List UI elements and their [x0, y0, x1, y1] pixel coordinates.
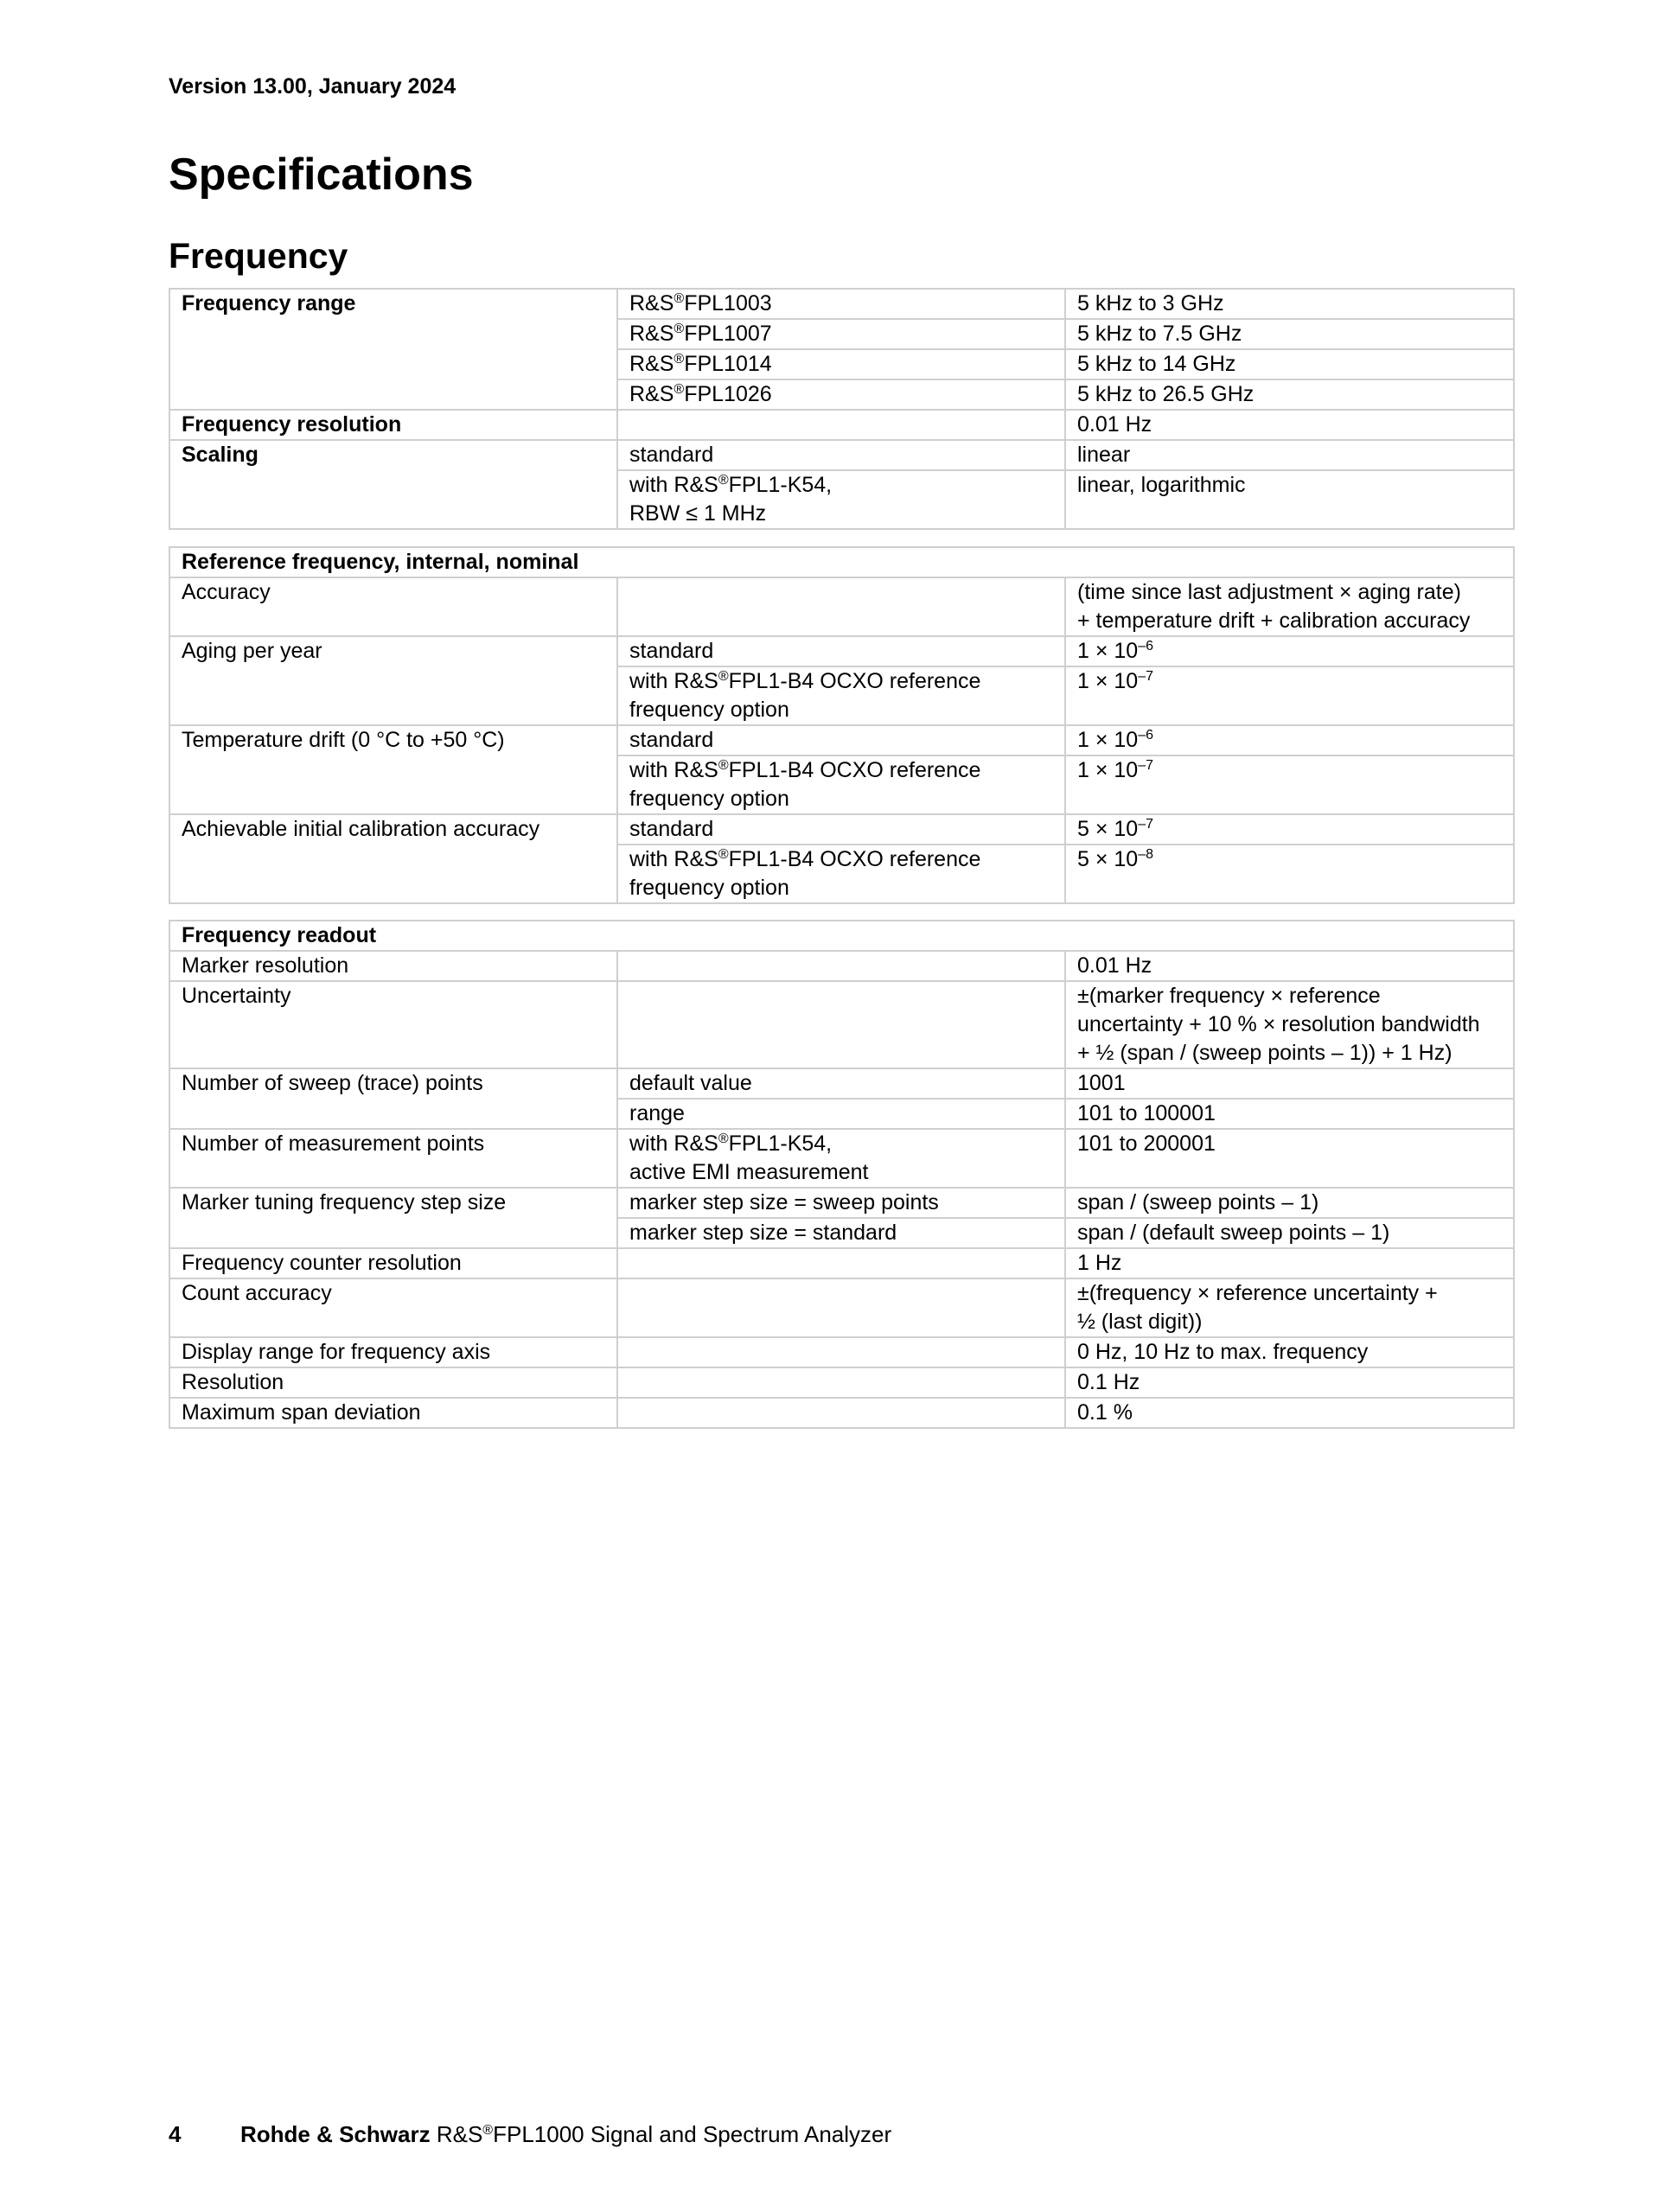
table-row [169, 814, 1514, 845]
table-row [169, 577, 1514, 636]
table-header-row [169, 547, 1514, 577]
registered-mark: ® [718, 847, 729, 862]
condition-cell: marker step size = standard [617, 1218, 1065, 1248]
condition-cell [617, 1337, 1065, 1367]
frequency-readout-table [169, 920, 1515, 1429]
value-cell: 0.1 Hz [1065, 1367, 1514, 1398]
param-label: Aging per year [169, 636, 617, 666]
model-name: FPL1003 [684, 291, 772, 316]
param-label: Achievable initial calibration accuracy [169, 814, 617, 845]
rs-text: R&S [629, 322, 674, 346]
table-row [169, 1248, 1514, 1278]
param-label: Display range for frequency axis [169, 1337, 617, 1367]
table-row [169, 725, 1514, 755]
condition-cell: range [617, 1099, 1065, 1129]
table-row [169, 470, 1514, 529]
page-number: 4 [169, 2121, 182, 2147]
page-title: Specifications [169, 150, 474, 200]
param-label: Marker tuning frequency step size [169, 1188, 617, 1218]
table-row [169, 289, 1514, 319]
table-title: Frequency readout [169, 921, 1514, 951]
value-cell: linear [1065, 440, 1514, 470]
value-cell: linear, logarithmic [1065, 470, 1514, 529]
param-label: Marker resolution [169, 951, 617, 981]
registered-mark: ® [674, 322, 685, 336]
condition-cell: with R&S®FPL1-B4 OCXO reference frequency option [617, 845, 1065, 903]
value-cell: $5 \times 10^{-8}$ [1065, 845, 1514, 903]
section-title: Frequency [169, 236, 348, 276]
value-cell: $1 \times 10^{-7}$ [1065, 755, 1514, 814]
condition-cell [617, 1248, 1065, 1278]
param-label: Number of sweep (trace) points [169, 1068, 617, 1099]
registered-mark: ® [674, 352, 685, 367]
table-row [169, 981, 1514, 1068]
reference-frequency-table [169, 546, 1515, 904]
registered-mark: ® [718, 1131, 729, 1146]
condition-cell [617, 349, 1065, 379]
frequency-table [169, 288, 1515, 530]
condition-cell: standard [617, 814, 1065, 845]
condition-cell [617, 319, 1065, 349]
page-footer [169, 2121, 891, 2148]
value-cell: (time since last adjustment × aging rate) + temperature drift + calibration accuracy [1065, 577, 1514, 636]
table-header-row [169, 921, 1514, 951]
value-cell: $5 \times 10^{-7}$ [1065, 814, 1514, 845]
param-label: Accuracy [169, 577, 617, 636]
footer-product-name: FPL1000 Signal and Spectrum Analyzer [493, 2121, 892, 2147]
param-label: Frequency counter resolution [169, 1248, 617, 1278]
condition-cell [617, 410, 1065, 440]
value-cell: 5 kHz to 26.5 GHz [1065, 379, 1514, 410]
table-row [169, 1398, 1514, 1428]
table-row [169, 666, 1514, 725]
model-name: FPL1007 [684, 322, 772, 346]
registered-mark: ® [718, 758, 729, 773]
param-label: Count accuracy [169, 1278, 617, 1337]
value-cell: 1 Hz [1065, 1248, 1514, 1278]
condition-cell [617, 951, 1065, 981]
model-name: FPL1026 [684, 382, 772, 406]
registered-mark: ® [482, 2123, 494, 2138]
value-cell: span / (default sweep points – 1) [1065, 1218, 1514, 1248]
table-row [169, 410, 1514, 440]
param-label: Frequency range [169, 289, 617, 319]
value-cell: 1001 [1065, 1068, 1514, 1099]
value-cell: 0.1 % [1065, 1398, 1514, 1428]
value-cell: ±(frequency × reference uncertainty + ½ (last digit)) [1065, 1278, 1514, 1337]
condition-cell: with R&S®FPL1-K54, RBW ≤ 1 MHz [617, 470, 1065, 529]
param-label: Scaling [169, 440, 617, 470]
value-cell: 0 Hz, 10 Hz to max. frequency [1065, 1337, 1514, 1367]
document-version: Version 13.00, January 2024 [169, 74, 456, 99]
condition-cell: standard [617, 725, 1065, 755]
table-row [169, 379, 1514, 410]
condition-cell: standard [617, 636, 1065, 666]
table-row [169, 349, 1514, 379]
table-row [169, 1129, 1514, 1188]
value-cell: $1 \times 10^{-6}$ [1065, 636, 1514, 666]
table-title: Reference frequency, internal, nominal [169, 547, 1514, 577]
value-cell: ±(marker frequency × reference uncertainty + 10 % × resolution bandwidth + ½ (span / (sweep points – 1)) + 1 Hz) [1065, 981, 1514, 1068]
condition-cell: default value [617, 1068, 1065, 1099]
registered-mark: ® [674, 382, 685, 397]
value-cell: span / (sweep points – 1) [1065, 1188, 1514, 1218]
condition-cell [617, 289, 1065, 319]
value-cell: 5 kHz to 3 GHz [1065, 289, 1514, 319]
condition-cell: with R&S®FPL1-B4 OCXO reference frequency option [617, 666, 1065, 725]
condition-cell: with R&S®FPL1-K54, active EMI measurement [617, 1129, 1065, 1188]
table-row [169, 636, 1514, 666]
param-label: Uncertainty [169, 981, 617, 1068]
table-row [169, 1099, 1514, 1129]
table-row [169, 951, 1514, 981]
value-cell: 101 to 100001 [1065, 1099, 1514, 1129]
registered-mark: ® [674, 291, 685, 306]
table-row [169, 1188, 1514, 1218]
model-name: FPL1014 [684, 352, 772, 376]
table-row [169, 1218, 1514, 1248]
registered-mark: ® [718, 473, 729, 488]
value-cell: 0.01 Hz [1065, 951, 1514, 981]
registered-mark: ® [718, 669, 729, 684]
table-row [169, 440, 1514, 470]
footer-brand: Rohde & Schwarz [240, 2121, 431, 2147]
rs-text: R&S [629, 352, 674, 376]
table-row [169, 845, 1514, 903]
value-cell: 5 kHz to 14 GHz [1065, 349, 1514, 379]
param-label: Number of measurement points [169, 1129, 617, 1188]
table-row [169, 1337, 1514, 1367]
param-label: Resolution [169, 1367, 617, 1398]
condition-cell [617, 981, 1065, 1068]
value-cell: 0.01 Hz [1065, 410, 1514, 440]
rs-text: R&S [629, 291, 674, 316]
condition-cell [617, 1367, 1065, 1398]
table-row [169, 1367, 1514, 1398]
condition-cell [617, 1398, 1065, 1428]
condition-cell [617, 577, 1065, 636]
value-cell: $1 \times 10^{-6}$ [1065, 725, 1514, 755]
param-label: Maximum span deviation [169, 1398, 617, 1428]
table-row [169, 1278, 1514, 1337]
condition-cell: marker step size = sweep points [617, 1188, 1065, 1218]
footer-product-prefix: R&S [436, 2121, 483, 2147]
rs-text: R&S [629, 382, 674, 406]
table-row [169, 319, 1514, 349]
condition-cell: standard [617, 440, 1065, 470]
condition-cell [617, 1278, 1065, 1337]
value-cell: $1 \times 10^{-7}$ [1065, 666, 1514, 725]
value-cell: 5 kHz to 7.5 GHz [1065, 319, 1514, 349]
param-label: Temperature drift (0 °C to +50 °C) [169, 725, 617, 755]
table-row [169, 755, 1514, 814]
condition-cell [617, 379, 1065, 410]
value-cell: 101 to 200001 [1065, 1129, 1514, 1188]
param-label: Frequency resolution [169, 410, 617, 440]
condition-cell: with R&S®FPL1-B4 OCXO reference frequency option [617, 755, 1065, 814]
table-row [169, 1068, 1514, 1099]
